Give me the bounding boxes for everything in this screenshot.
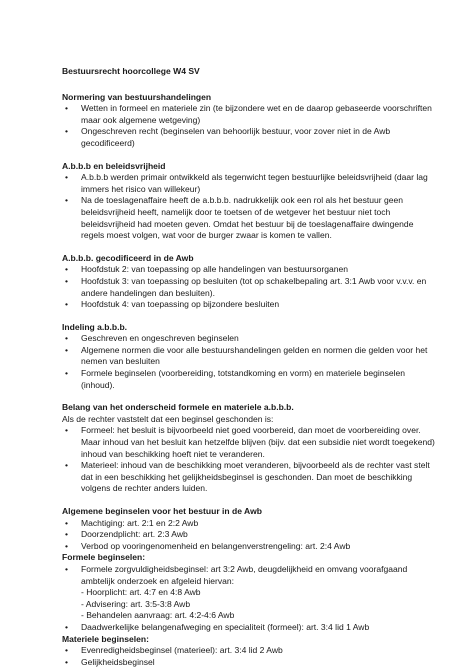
subsection-heading-materiele: Materiele beginselen: [62,633,149,644]
bullet-icon: • [65,275,68,286]
bullet-icon: • [65,299,68,310]
bullet-list [62,264,436,310]
section-belang [62,402,436,495]
bullet-icon: • [65,195,68,206]
section-heading: Belang van het onderscheid formele en materiele a.b.b.b. [62,402,294,413]
list-item: • Evenredigheidsbeginsel (materieel): art. 3:4 lid 2 Awb [65,645,283,656]
bullet-list [62,425,436,495]
list-item: • Wetten in formeel en materiele zin (te bijzondere wet en de daarop gebaseerde voorschriften maar ook algemene wetgeving) [65,103,432,125]
bullet-icon: • [65,172,68,183]
list-item: • Gelijkheidsbeginsel [65,656,155,667]
bullet-icon: • [65,368,68,379]
section-indeling [62,322,436,392]
list-item: • Algemene normen die voor alle bestuurshandelingen gelden en normen die gelden voor het nemen van besluiten [65,344,428,367]
bullet-icon: • [65,517,68,528]
list-item: • Daadwerkelijke belangenafweging en specialiteit (formeel): art. 3:4 lid 1 Awb [65,621,370,632]
list-item: • Machtiging: art. 2:1 en 2:2 Awb [65,517,199,528]
list-item: • Materieel: inhoud van de beschikking moet veranderen, bijvoorbeeld als de rechter vast stelt dat in een beschikking het gelijkheidsbeginsel is geschonden. Dan moet de beschikking volgens de rechter anders luiden. [65,460,430,494]
bullet-list [62,622,436,634]
section-heading: Algemene beginselen voor het bestuur in de Awb [62,506,262,516]
list-item: • Geschreven en ongeschreven beginselen [65,333,239,344]
list-item: • Doorzendplicht: art. 2:3 Awb [65,529,188,540]
list-item: • A.b.b.b werden primair ontwikkeld als tegenwicht tegen bestuurlijke beleidsvrijheid (daar lag immers het risico van willekeur) [65,172,428,194]
bullet-icon: • [65,645,68,656]
section-heading: Indeling a.b.b.b. [62,321,128,332]
bullet-list [62,645,436,668]
section-gecodificeerd [62,253,436,311]
bullet-icon: • [65,264,68,275]
section-normering [62,92,436,150]
bullet-icon: • [65,344,68,355]
section-intro: Als de rechter vaststelt dat een beginsel geschonden is: [62,413,274,424]
document-title: Bestuursrecht hoorcollege W4 SV [62,66,200,76]
section-heading: A.b.b.b. gecodificeerd in de Awb [62,252,194,263]
bullet-icon: • [65,621,68,632]
subsection-heading-formele: Formele beginselen: [62,552,146,563]
bullet-list [62,172,436,242]
list-item: • Hoofdstuk 2: van toepassing op alle handelingen van bestuursorganen [65,264,349,275]
list-item: • Ongeschreven recht (beginselen van behoorlijk bestuur, voor zover niet in de Awb gecodificeerd) [65,126,391,148]
sub-item: - Advisering: art. 3:5-3:8 Awb [81,598,191,609]
bullet-icon: • [65,563,68,574]
bullet-list [62,333,436,391]
bullet-list [62,564,436,587]
list-item: • Formeel: het besluit is bijvoorbeeld niet goed voorbereid, dan moet de voorbereiding over. Maar inhoud van het besluit kan hetzelfde blijven (bijv. dat een subsidie niet wordt toegekend) inhoud van beschikking hoeft niet te veranderen. [65,425,435,459]
sub-item: - Hoorplicht: art. 4:7 en 4:8 Awb [81,587,201,598]
list-item: • Formele beginselen (voorbereiding, totstandkoming en vorm) en materiele beginselen (inhoud). [65,368,406,390]
bullet-icon: • [65,656,68,667]
list-item: • Hoofdstuk 3: van toepassing op besluiten (tot op schakelbepaling art. 3:1 Awb voor v.v.v. en andere handelingen dan besluiten). [65,275,427,298]
section-heading: A.b.b.b en beleidsvrijheid [62,160,166,171]
bullet-icon: • [65,540,68,551]
section-algemene [62,506,436,668]
bullet-icon: • [65,126,68,137]
list-item: • Na de toeslagenaffaire heeft de a.b.b.b. nadrukkelijk ook een rol als het bestuur geen beleidsvrijheid heeft, namelijk door te toetsen of de wetgever het bestuur niet toch beleidsvrijheid had moeten geven. Omdat het bestuur bij de toeslagenaffaire dwingende regels moest volgen, wat voor de burger zwaar is komen te vallen. [65,195,414,241]
bullet-icon: • [65,333,68,344]
section-abbb [62,161,436,242]
list-item: • Hoofdstuk 4: van toepassing op bijzondere besluiten [65,299,280,310]
bullet-icon: • [65,460,68,471]
section-heading: Normering van bestuurshandelingen [62,91,212,102]
bullet-icon: • [65,425,68,436]
list-item: • Verbod op vooringenomenheid en belangenverstrengeling: art. 2:4 Awb [65,540,351,551]
bullet-icon: • [65,103,68,114]
sub-item: - Behandelen aanvraag: art. 4:2-4:6 Awb [81,610,235,621]
bullet-list [62,103,436,149]
bullet-icon: • [65,529,68,540]
bullet-list [62,518,436,553]
list-item: • Formele zorgvuldigheidsbeginsel: art 3:2 Awb, deugdelijkheid en omvang voorafgaand ambtelijk onderzoek en afgeleid hiervan: [65,563,408,586]
